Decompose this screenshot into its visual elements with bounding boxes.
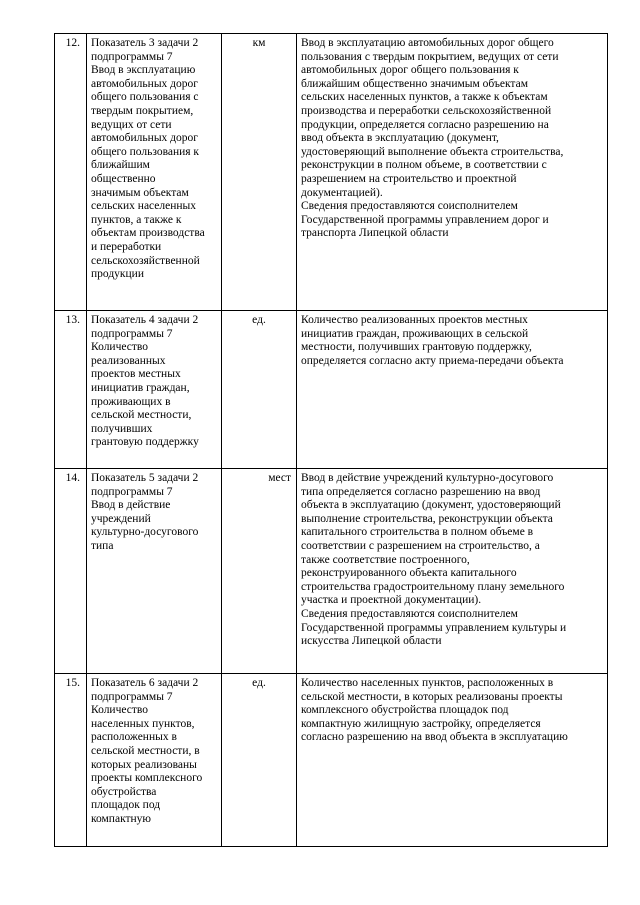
indicator-description: Количество реализованных проектов местных инициатив граждан, проживающих в сельской местности, получивших грантовую поддержку, определяется согласно акту приема-передачи объекта: [297, 311, 608, 469]
unit-of-measure: мест: [222, 469, 297, 674]
indicator-name: Показатель 6 задачи 2 подпрограммы 7 Количество населенных пунктов, расположенных в сельской местности, в которых реализованы проекты комплексного обустройства площадок под компактную: [87, 674, 222, 847]
row-number: 14.: [55, 469, 87, 674]
row-number: 13.: [55, 311, 87, 469]
table-row: [55, 34, 608, 311]
unit-of-measure: км: [222, 34, 297, 311]
indicator-name: Показатель 5 задачи 2 подпрограммы 7 Ввод в действие учреждений культурно-досугового типа: [87, 469, 222, 674]
table-row: [55, 674, 608, 847]
table-row: [55, 311, 608, 469]
row-number: 12.: [55, 34, 87, 311]
unit-of-measure: ед.: [222, 311, 297, 469]
indicator-name: Показатель 4 задачи 2 подпрограммы 7 Количество реализованных проектов местных инициатив граждан, проживающих в сельской местности, получивших грантовую поддержку: [87, 311, 222, 469]
row-number: 15.: [55, 674, 87, 847]
indicator-description: Ввод в эксплуатацию автомобильных дорог общего пользования с твердым покрытием, ведущих от сети автомобильных дорог общего пользования к ближайшим общественно значимым объектам сельских населенных пунктов, а также к объектам производства и переработки сельскохозяйственной продукции, определяется согласно разрешению на ввод объекта в эксплуатацию (документ, удостоверяющий выполнение объекта строительства, реконструкции в полном объеме, в соответствии с разрешением на строительство и проектной документацией). Сведения предоставляются соисполнителем Государственной программы управлением дорог и транспорта Липецкой области: [297, 34, 608, 311]
table-row: [55, 469, 608, 674]
unit-of-measure: ед.: [222, 674, 297, 847]
indicators-table: [54, 33, 608, 847]
indicator-description: Ввод в действие учреждений культурно-досугового типа определяется согласно разрешению на ввод объекта в эксплуатацию (документ, удостоверяющий выполнение строительства, реконструкции объекта капитального строительства в полном объеме в соответствии с разрешением на строительство, а также соответствие построенного, реконструированного объекта капитального строительства градостроительному плану земельного участка и проектной документации). Сведения предоставляются соисполнителем Государственной программы управлением культуры и искусства Липецкой области: [297, 469, 608, 674]
indicator-name: Показатель 3 задачи 2 подпрограммы 7 Ввод в эксплуатацию автомобильных дорог общего пользования с твердым покрытием, ведущих от сети автомобильных дорог общего пользования к ближайшим общественно значимым объектам сельских населенных пунктов, а также к объектам производства и переработки сельскохозяйственной продукции: [87, 34, 222, 311]
indicator-description: Количество населенных пунктов, расположенных в сельской местности, в которых реализованы проекты комплексного обустройства площадок под компактную жилищную застройку, определяется согласно разрешению на ввод объекта в эксплуатацию: [297, 674, 608, 847]
